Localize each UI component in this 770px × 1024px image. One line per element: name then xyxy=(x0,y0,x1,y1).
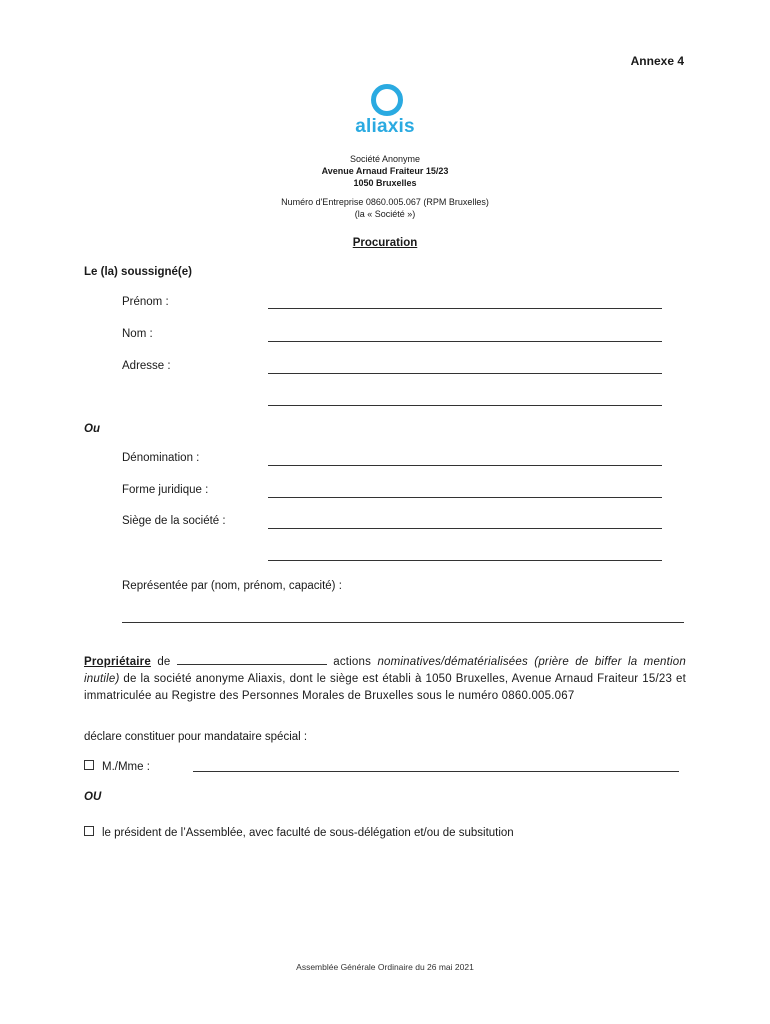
share-count-line[interactable] xyxy=(177,654,327,665)
aliaxis-logo xyxy=(340,84,430,136)
option-mme xyxy=(84,760,150,773)
company-street: Avenue Arnaud Fraiteur 15/23 xyxy=(321,166,449,176)
page-footer: Assemblée Générale Ordinaire du 26 mai 2021 xyxy=(296,962,474,972)
prenom-label: Prénom : xyxy=(122,296,169,308)
ownership-paragraph xyxy=(84,654,686,705)
denomination-label: Dénomination : xyxy=(122,452,200,464)
nom-label: Nom : xyxy=(122,328,153,340)
proprietaire-de: de xyxy=(150,656,177,668)
logo-text: aliaxis xyxy=(355,116,415,137)
company-city: 1050 Bruxelles xyxy=(353,178,417,188)
proprietaire-label: Propriétaire xyxy=(84,656,151,668)
prenom-line[interactable] xyxy=(268,308,662,309)
president-checkbox[interactable] xyxy=(84,826,94,836)
actions-type-note: nominatives/dématérialisées (prière de biffer la mention inutile) xyxy=(84,656,686,685)
societe-reference: (la « Société ») xyxy=(354,209,416,219)
annex-number: Annexe 4 xyxy=(630,54,684,68)
forme-juridique-label: Forme juridique : xyxy=(122,484,209,496)
denomination-line[interactable] xyxy=(268,465,662,466)
represented-by-label: Représentée par (nom, prénom, capacité) : xyxy=(122,580,342,592)
nom-line[interactable] xyxy=(268,341,662,342)
siege-line-2[interactable] xyxy=(268,560,662,561)
actions-text: actions xyxy=(326,656,378,668)
option-president xyxy=(84,826,514,839)
document-title: Procuration xyxy=(352,237,418,249)
siege-line-1[interactable] xyxy=(268,528,662,529)
or-separator-2: OU xyxy=(84,791,102,803)
undersigned-heading: Le (la) soussigné(e) xyxy=(84,266,192,278)
mme-label: M./Mme : xyxy=(102,761,150,773)
or-separator-1: Ou xyxy=(84,423,100,435)
adresse-label: Adresse : xyxy=(122,360,171,372)
siege-label: Siège de la société : xyxy=(122,515,226,527)
adresse-line-2[interactable] xyxy=(268,405,662,406)
represented-by-line[interactable] xyxy=(122,622,684,623)
declare-text: déclare constituer pour mandataire spécial : xyxy=(84,731,308,743)
president-label: le président de l’Assemblée, avec faculté de sous-délégation et/ou de subsitution xyxy=(102,827,514,839)
forme-juridique-line[interactable] xyxy=(268,497,662,498)
company-type: Société Anonyme xyxy=(349,154,421,164)
mme-checkbox[interactable] xyxy=(84,760,94,770)
enterprise-number: Numéro d'Entreprise 0860.005.067 (RPM Bruxelles) xyxy=(281,197,489,207)
ownership-details: de la société anonyme Aliaxis, dont le siège est établi à 1050 Bruxelles, Avenue Arnaud Fraiteur 15/23 et immatriculée au Registre des Personnes Morales de Bruxelles sous le numéro 0860.005.067 xyxy=(84,673,686,702)
logo-ring-icon xyxy=(371,84,403,116)
mme-line[interactable] xyxy=(193,771,679,772)
adresse-line-1[interactable] xyxy=(268,373,662,374)
